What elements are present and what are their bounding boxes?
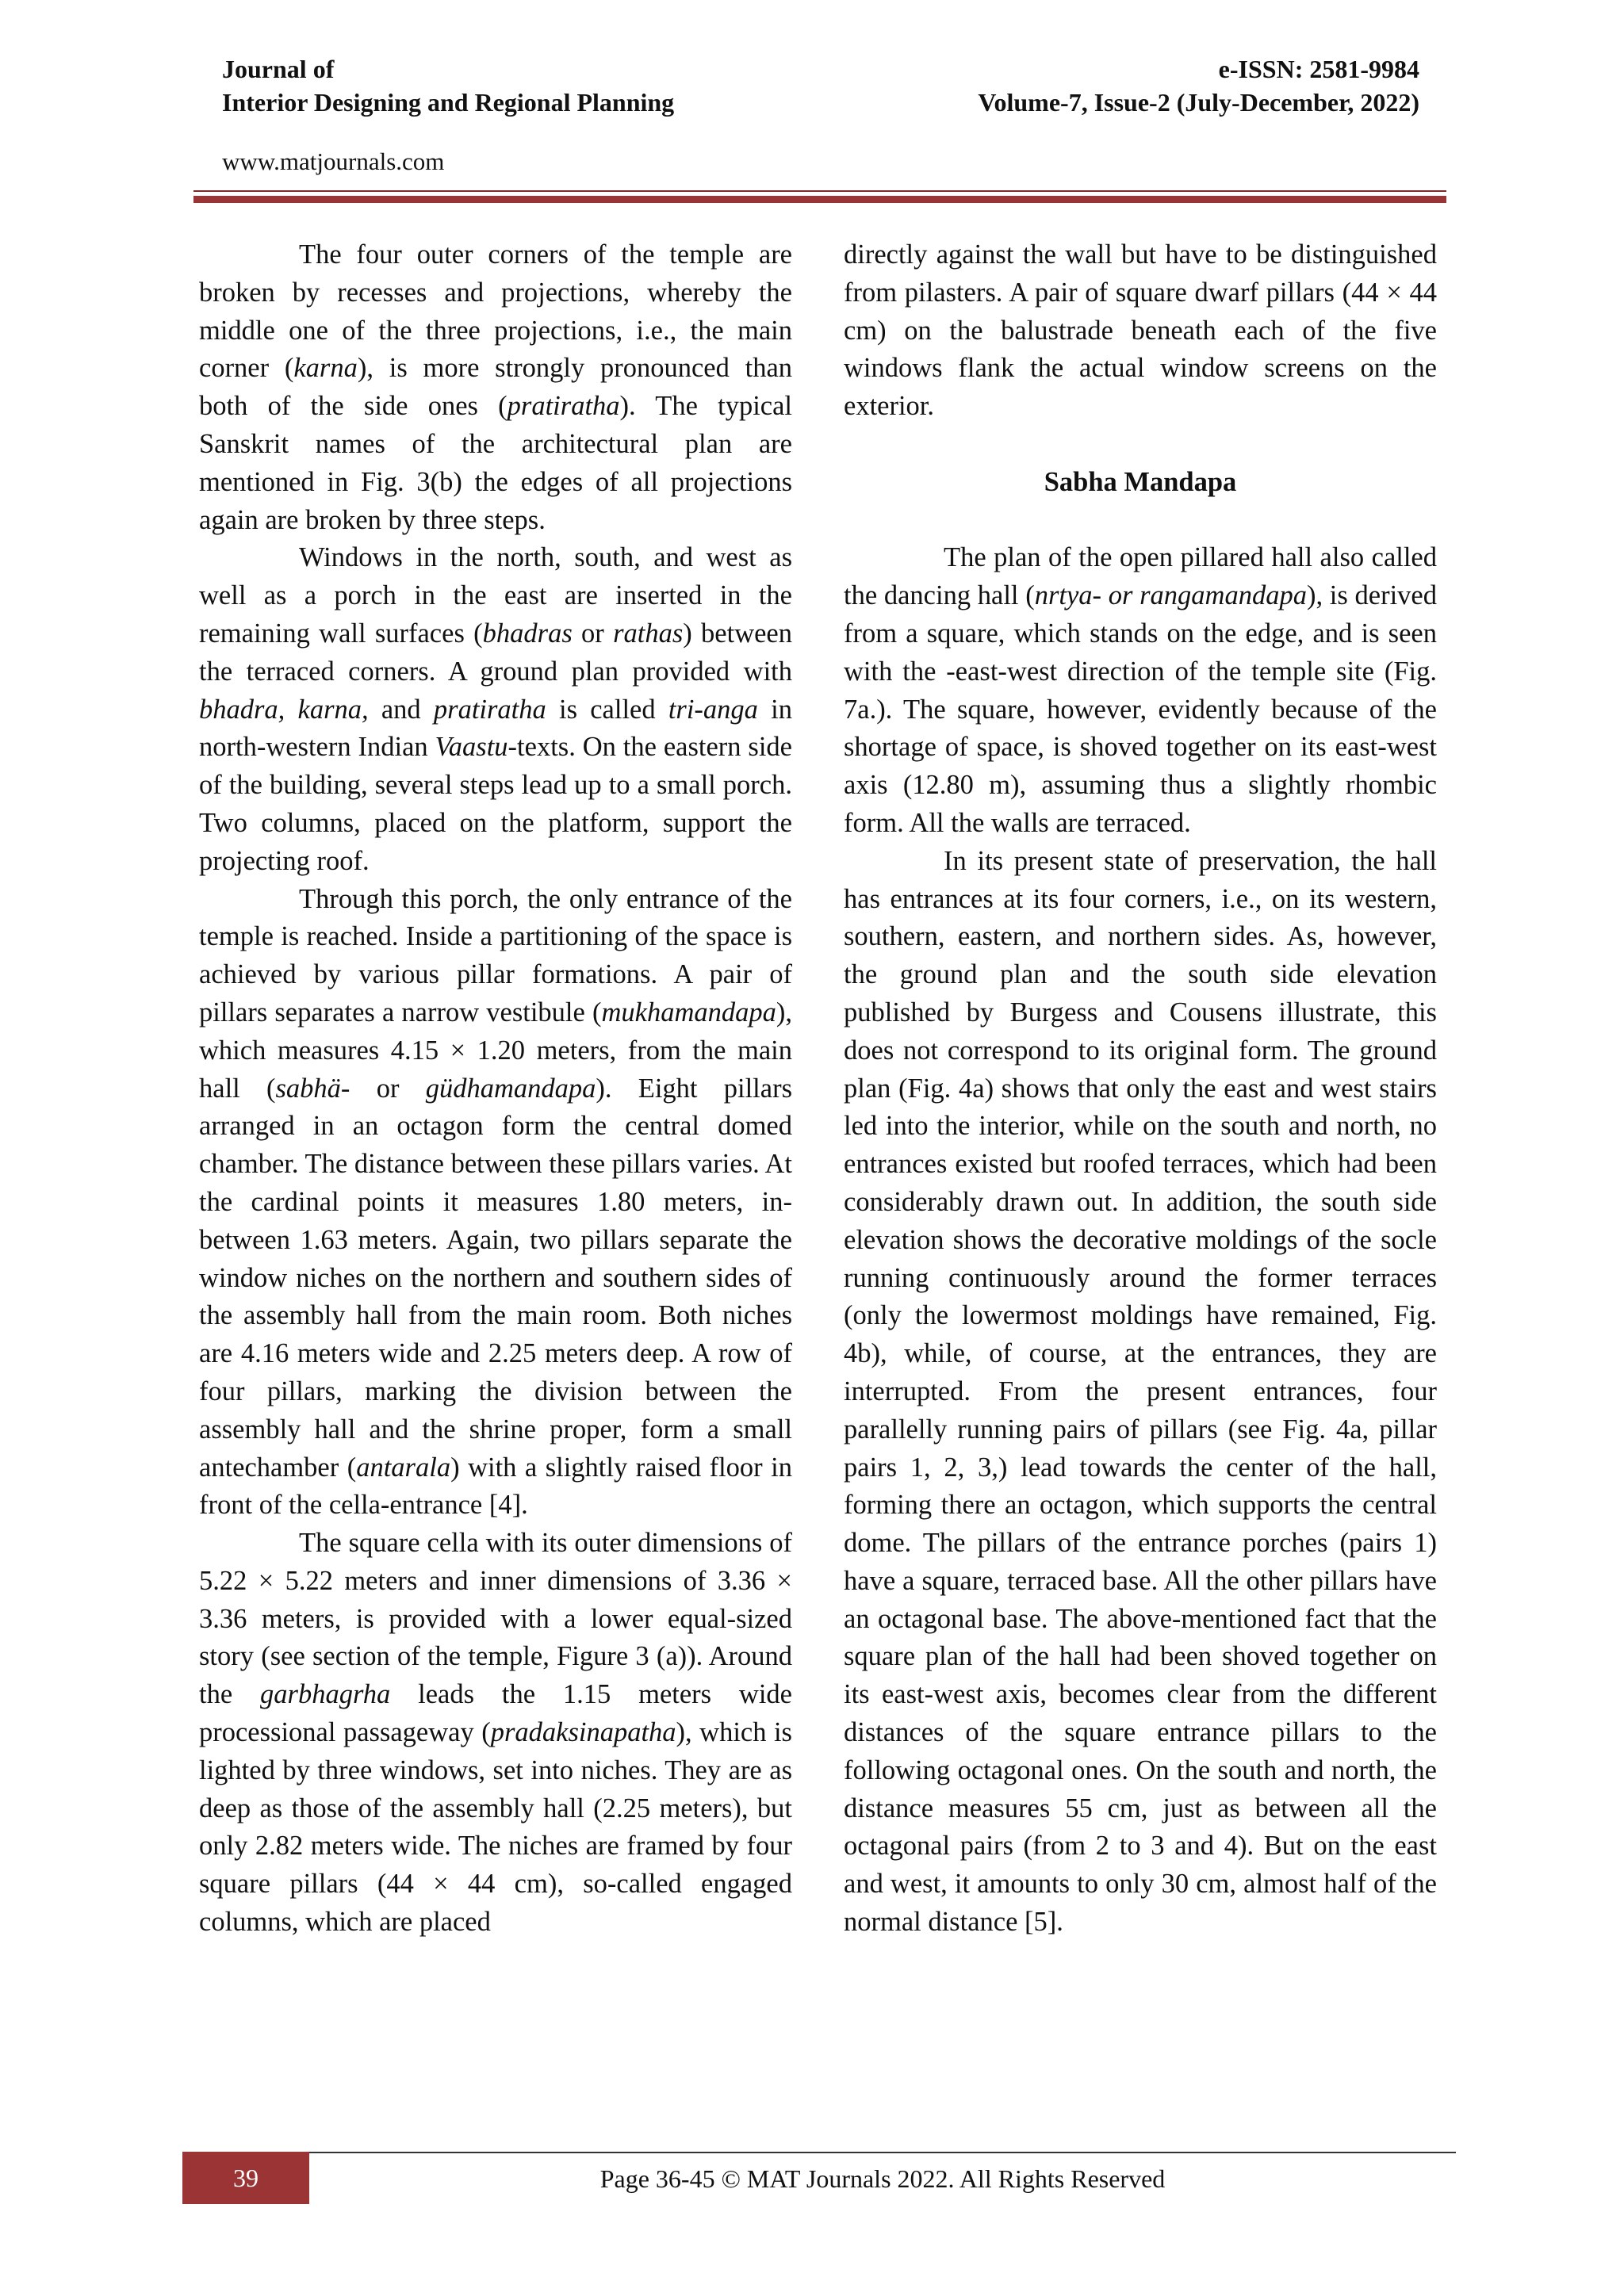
- text-run: leads the 1.15 meters wide processional passageway (: [199, 1679, 792, 1748]
- text-run: ). The typical Sanskrit names of the architectural plan are mentioned in Fig. 3(b) the edges of all projections again are broken by three steps.: [199, 391, 792, 535]
- header-divider-thick: [193, 196, 1446, 203]
- italic-term: pradaksinapatha: [490, 1717, 676, 1748]
- text-run: ), is more strongly pronounced than both of the side ones (: [199, 353, 793, 422]
- text-run: directly against the wall but have to be distinguished from pilasters. A pair of square dwarf pillars (44 × 44 cm) on the balustrade beneath each of the five windows flank the actual window screens on the exterior.: [844, 239, 1437, 422]
- text-run: The four outer corners of the temple are broken by recesses and projections, whereby the middle one of the three projections, i.e., the main corner (: [199, 239, 792, 384]
- text-run: or: [572, 618, 614, 649]
- footer-copyright: Page 36-45 © MAT Journals 2022. All Rights Reserved: [599, 2164, 1166, 2193]
- paragraph: [199, 1525, 792, 1942]
- text-run: The square cella with its outer dimensions of 5.22 × 5.22 meters and inner dimensions of 3.36 × 3.36 meters, is provided with a lower equal-sized story (see section of the temple, Figure 3 (a)). Around the: [199, 1528, 792, 1710]
- italic-term: tri-anga: [668, 694, 758, 725]
- spacer: [844, 502, 1437, 540]
- italic-term: rathas: [613, 618, 684, 649]
- paragraph: [844, 843, 1437, 1942]
- italic-term: nrtya- or rangamandapa: [1034, 580, 1307, 611]
- text-run: ). Eight pillars arranged in an octagon form the central domed chamber. The distance between these pillars varies. At the cardinal points it measures 1.80 meters, in-between 1.63 meters. Again, two pillars separate the window niches on the northern and southern sides of the assembly hall from the main room. Both niches are 4.16 meters wide and 2.25 meters deep. A row of four pillars, marking the division between the assembly hall and the shrine proper, form a small antechamber (: [199, 1073, 792, 1483]
- paragraph: [199, 881, 792, 1525]
- journal-title-line1: Journal of: [222, 55, 335, 83]
- text-run: in north-western Indian: [199, 694, 792, 763]
- italic-term: sabhä-: [275, 1073, 350, 1104]
- page-number: 39: [182, 2152, 309, 2204]
- text-run: Windows in the north, south, and west as well as a porch in the east are inserted in the remaining wall surfaces (: [199, 542, 792, 649]
- text-run: is called: [546, 694, 668, 725]
- text-run: ), is derived from a square, which stands on the edge, and is seen with the -east-west direction of the temple site (Fig. 7a.). The square, however, evidently because of the shortage of space, is shoved together on its east-west axis (12.80 m), assuming thus a slightly rhombic form. All the walls are terraced.: [844, 580, 1437, 838]
- paragraph: [844, 539, 1437, 842]
- text-run: ), which measures 4.15 × 1.20 meters, from the main hall (: [199, 997, 792, 1104]
- text-run: texts. On the eastern side of the building, several steps lead up to a small porch. Two columns, placed on the platform, support the projecting roof.: [199, 732, 792, 876]
- text-run: and: [368, 694, 434, 725]
- text-run: The plan of the open pillared hall also called the dancing hall (: [844, 542, 1437, 611]
- journal-title-line2: Interior Designing and Regional Planning: [222, 88, 675, 117]
- volume-issue: Volume-7, Issue-2 (July-December, 2022): [978, 88, 1419, 117]
- italic-term: bhadra, karna,: [199, 694, 369, 725]
- text-run: ) with a slightly raised floor in front of the cella-entrance [4].: [199, 1452, 792, 1521]
- text-run: ) between the terraced corners. A ground plan provided with: [199, 618, 792, 687]
- italic-term: pratiratha: [507, 391, 620, 422]
- section-heading: Sabha Mandapa: [1044, 466, 1237, 497]
- italic-term: güdhamandapa: [425, 1073, 596, 1104]
- footer-divider: [309, 2152, 1456, 2153]
- italic-term: antarala: [356, 1452, 451, 1483]
- text-run: ), which is lighted by three windows, set into niches. They are as deep as those of the assembly hall (2.25 meters), but only 2.82 meters wide. The niches are framed by four square pillars (44 × 44 cm), so-called engaged columns, which are placed: [199, 1717, 792, 1938]
- right-column: [844, 236, 1437, 1942]
- website-link[interactable]: www.matjournals.com: [222, 147, 445, 175]
- issn: e-ISSN: 2581-9984: [1218, 55, 1419, 83]
- journal-issue-info: [978, 52, 1419, 119]
- text-run: In its present state of preservation, the hall has entrances at its four corners, i.e., on its western, southern, eastern, and northern sides. As, however, the ground plan and the south side elevation published by Burgess and Cousens illustrate, this does not correspond to its original form. The ground plan (Fig. 4a) shows that only the east and west stairs led into the interior, while on the south and north, no entrances existed but roofed terraces, which had been considerably drawn out. In addition, the south side elevation shows the decorative moldings of the socle running continuously around the former terraces (only the lowermost moldings have remained, Fig. 4b), while, of course, at the entrances, they are interrupted. From the present entrances, four parallelly running pairs of pillars (see Fig. 4a, pillar pairs 1, 2, 3,) lead towards the center of the hall, forming there an octagon, which supports the central dome. The pillars of the entrance porches (pairs 1) have a square, terraced base. All the other pillars have an octagonal base. The above-mentioned fact that the square plan of the hall had been shoved together on its east-west axis, becomes clear from the different distances of the square entrance pillars to the following octagonal ones. On the south and north, the distance measures 55 cm, just as between all the octagonal pairs (from 2 to 3 and 4). But on the east and west, it amounts to only 30 cm, almost half of the normal distance [5].: [844, 845, 1437, 1938]
- text-run: or: [350, 1073, 426, 1104]
- text-run: Through this porch, the only entrance of the temple is reached. Inside a partitioning of the space is achieved by various pillar formations. A pair of pillars separates a narrow vestibule (: [199, 883, 792, 1027]
- paragraph: [199, 236, 792, 539]
- journal-title: [222, 52, 674, 119]
- italic-term: karna: [293, 353, 358, 384]
- italic-term: pratiratha: [433, 694, 546, 725]
- spacer: [844, 426, 1437, 464]
- left-column: [199, 236, 792, 1942]
- italic-term: bhadras: [482, 618, 573, 649]
- paragraph: [199, 539, 792, 880]
- paragraph: [844, 236, 1437, 426]
- header-divider-thin: [193, 190, 1446, 192]
- italic-term: mukhamandapa: [601, 997, 776, 1027]
- italic-term: garbhagrha: [260, 1679, 391, 1710]
- italic-term: Vaastu-: [435, 732, 518, 763]
